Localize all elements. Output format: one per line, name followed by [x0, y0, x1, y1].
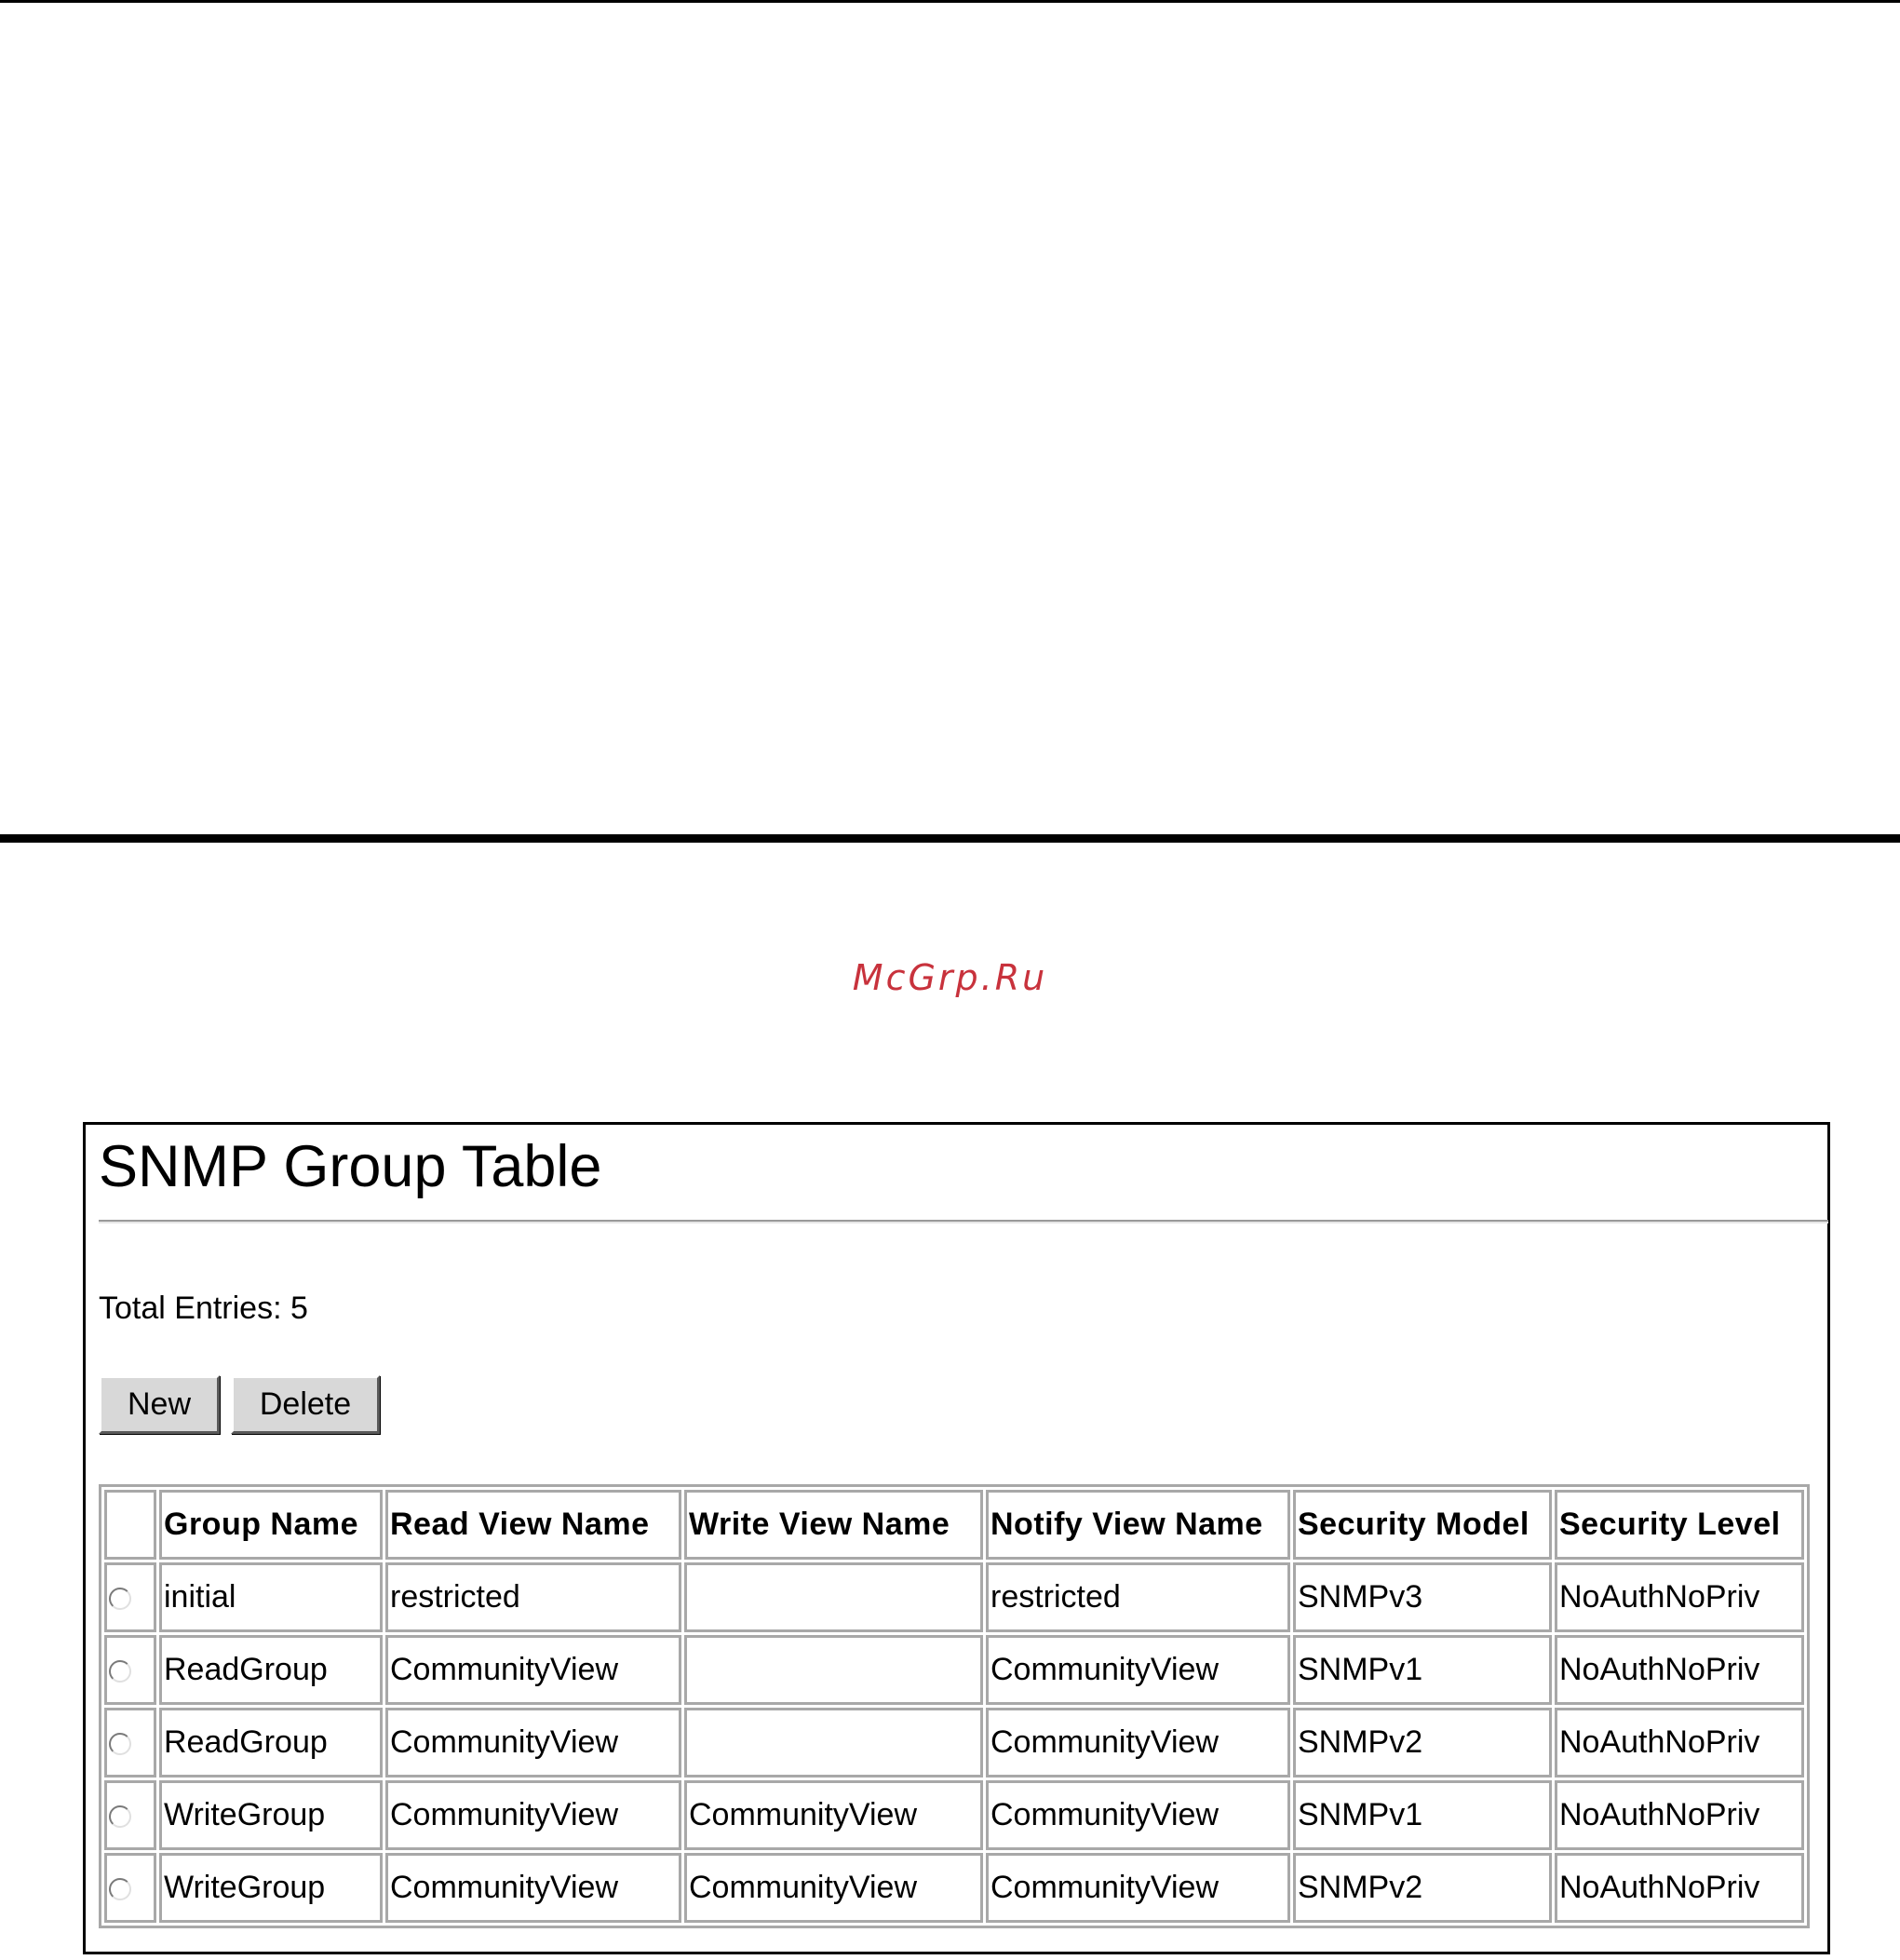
cell-notify-view-name: CommunityView [986, 1635, 1290, 1705]
table-row [104, 1635, 1804, 1705]
cell-security-level: NoAuthNoPriv [1555, 1708, 1804, 1778]
cell-read-view-name: CommunityView [385, 1853, 681, 1923]
cell-group-name: initial [159, 1562, 383, 1632]
table-header-row [104, 1490, 1804, 1560]
row-radio-button[interactable] [109, 1733, 131, 1755]
row-select-cell [104, 1780, 156, 1850]
total-entries: Total Entries: 5 [99, 1291, 308, 1326]
table-row [104, 1562, 1804, 1632]
section-divider [0, 834, 1900, 843]
row-select-cell [104, 1708, 156, 1778]
cell-notify-view-name: CommunityView [986, 1853, 1290, 1923]
watermark: McGrp.Ru [852, 957, 1048, 998]
cell-security-model: SNMPv1 [1293, 1780, 1552, 1850]
cell-write-view-name [684, 1562, 983, 1632]
cell-security-level: NoAuthNoPriv [1555, 1853, 1804, 1923]
row-radio-button[interactable] [109, 1588, 131, 1610]
cell-read-view-name: restricted [385, 1562, 681, 1632]
cell-security-model: SNMPv3 [1293, 1562, 1552, 1632]
header-notify-view-name: Notify View Name [986, 1490, 1290, 1560]
row-radio-button[interactable] [109, 1805, 131, 1828]
row-select-cell [104, 1853, 156, 1923]
cell-notify-view-name: restricted [986, 1562, 1290, 1632]
cell-read-view-name: CommunityView [385, 1780, 681, 1850]
header-security-model: Security Model [1293, 1490, 1552, 1560]
cell-write-view-name: CommunityView [684, 1853, 983, 1923]
header-write-view-name: Write View Name [684, 1490, 983, 1560]
cell-security-model: SNMPv2 [1293, 1708, 1552, 1778]
snmp-group-panel [83, 1122, 1830, 1954]
cell-write-view-name: CommunityView [684, 1780, 983, 1850]
table-row [104, 1853, 1804, 1923]
cell-write-view-name [684, 1635, 983, 1705]
header-select [104, 1490, 156, 1560]
header-read-view-name: Read View Name [385, 1490, 681, 1560]
row-radio-button[interactable] [109, 1660, 131, 1683]
cell-group-name: WriteGroup [159, 1853, 383, 1923]
delete-button[interactable]: Delete [231, 1375, 380, 1434]
table-row [104, 1708, 1804, 1778]
header-security-level: Security Level [1555, 1490, 1804, 1560]
cell-security-level: NoAuthNoPriv [1555, 1780, 1804, 1850]
title-divider [99, 1220, 1828, 1223]
cell-group-name: ReadGroup [159, 1708, 383, 1778]
row-radio-button[interactable] [109, 1878, 131, 1900]
header-group-name: Group Name [159, 1490, 383, 1560]
cell-notify-view-name: CommunityView [986, 1708, 1290, 1778]
top-rule [0, 0, 1900, 3]
new-button[interactable]: New [99, 1375, 220, 1434]
cell-security-model: SNMPv2 [1293, 1853, 1552, 1923]
cell-security-level: NoAuthNoPriv [1555, 1635, 1804, 1705]
cell-notify-view-name: CommunityView [986, 1780, 1290, 1850]
snmp-group-table [99, 1484, 1810, 1928]
cell-read-view-name: CommunityView [385, 1635, 681, 1705]
row-select-cell [104, 1562, 156, 1632]
row-select-cell [104, 1635, 156, 1705]
cell-write-view-name [684, 1708, 983, 1778]
cell-group-name: WriteGroup [159, 1780, 383, 1850]
page-title: SNMP Group Table [99, 1134, 602, 1199]
cell-group-name: ReadGroup [159, 1635, 383, 1705]
table-row [104, 1780, 1804, 1850]
cell-read-view-name: CommunityView [385, 1708, 681, 1778]
cell-security-model: SNMPv1 [1293, 1635, 1552, 1705]
cell-security-level: NoAuthNoPriv [1555, 1562, 1804, 1632]
